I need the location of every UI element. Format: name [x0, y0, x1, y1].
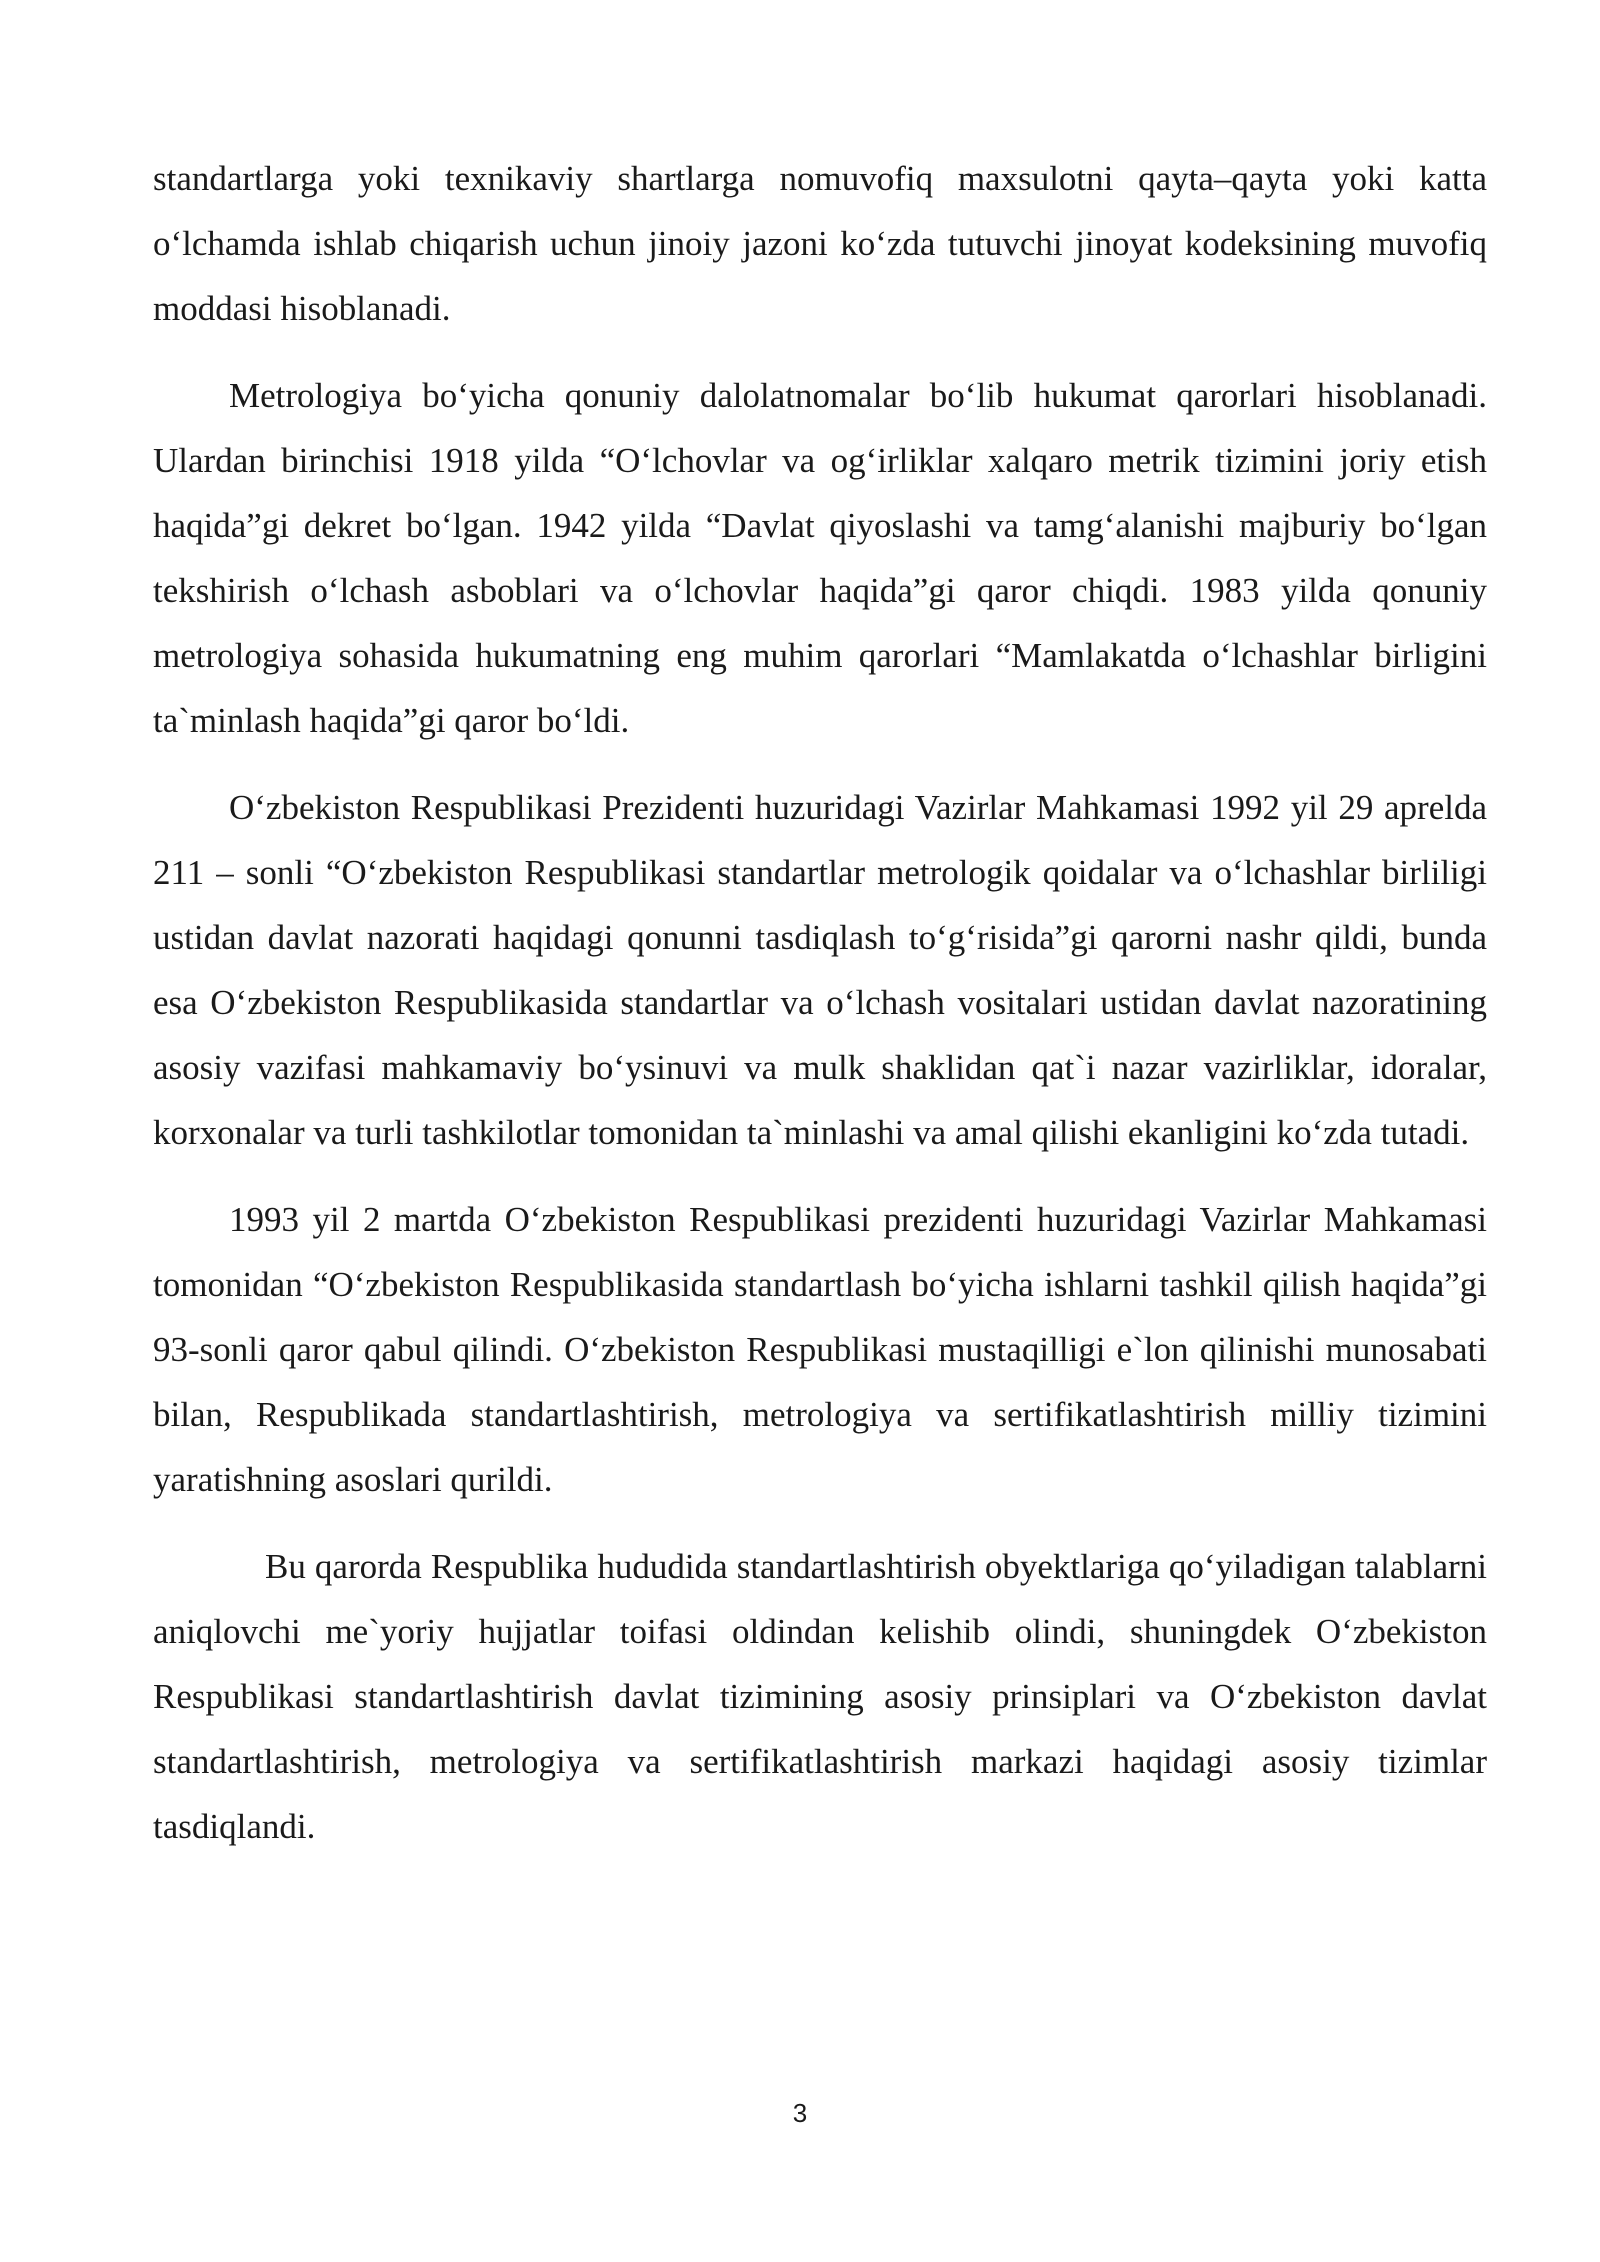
- paragraph-3: O‘zbekiston Respublikasi Prezidenti huzuridagi Vazirlar Mahkamasi 1992 yil 29 aprelda 211 – sonli “O‘zbekiston Respublikasi standartlar metrologik qoidalar va o‘lchashlar birliligi ustidan davlat nazorati haqidagi qonunni tasdiqlash to‘g‘risida”gi qarorni nashr qildi, bunda esa O‘zbekiston Respublikasida standartlar va o‘lchash vositalari ustidan davlat nazoratining asosiy vazifasi mahkamaviy bo‘ysinuvi va mulk shaklidan qat`i nazar vazirliklar, idoralar, korxonalar va turli tashkilotlar tomonidan ta`minlashi va amal qilishi ekanligini ko‘zda tutadi.: [153, 788, 1487, 1152]
- paragraph-1: standartlarga yoki texnikaviy shartlarga nomuvofiq maxsulotni qayta–qayta yoki katta o‘lchamda ishlab chiqarish uchun jinoiy jazoni ko‘zda tutuvchi jinoyat kodeksining muvofiq moddasi hisoblanadi.: [153, 159, 1487, 328]
- paragraph-5: Bu qarorda Respublika hududida standartlashtirish obyektlariga qo‘yiladigan talablarni aniqlovchi me`yoriy hujjatlar toifasi oldindan kelishib olindi, shuningdek O‘zbekiston Respublikasi standartlashtirish davlat tizimining asosiy prinsiplari va O‘zbekiston davlat standartlashtirish, metrologiya va sertifikatlashtirish markazi haqidagi asosiy tizimlar tasdiqlandi.: [153, 1547, 1487, 1846]
- page-number: 3: [792, 2098, 808, 2128]
- paragraph-4: 1993 yil 2 martda O‘zbekiston Respublikasi prezidenti huzuridagi Vazirlar Mahkamasi tomonidan “O‘zbekiston Respublikasida standartlash bo‘yicha ishlarni tashkil qilish haqida”gi 93-sonli qaror qabul qilindi. O‘zbekiston Respublikasi mustaqilligi e`lon qilinishi munosabati bilan, Respublikada standartlashtirish, metrologiya va sertifikatlashtirish milliy tizimini yaratishning asoslari qurildi.: [153, 1200, 1487, 1499]
- paragraph-2: Metrologiya bo‘yicha qonuniy dalolatnomalar bo‘lib hukumat qarorlari hisoblanadi. Ulardan birinchisi 1918 yilda “O‘lchovlar va og‘irliklar xalqaro metrik tizimini joriy etish haqida”gi dekret bo‘lgan. 1942 yilda “Davlat qiyoslashi va tamg‘alanishi majburiy bo‘lgan tekshirish o‘lchash asboblari va o‘lchovlar haqida”gi qaror chiqdi. 1983 yilda qonuniy metrologiya sohasida hukumatning eng muhim qarorlari “Mamlakatda o‘lchashlar birligini ta`minlash haqida”gi qaror bo‘ldi.: [153, 376, 1487, 740]
- body-text: [153, 146, 1487, 1881]
